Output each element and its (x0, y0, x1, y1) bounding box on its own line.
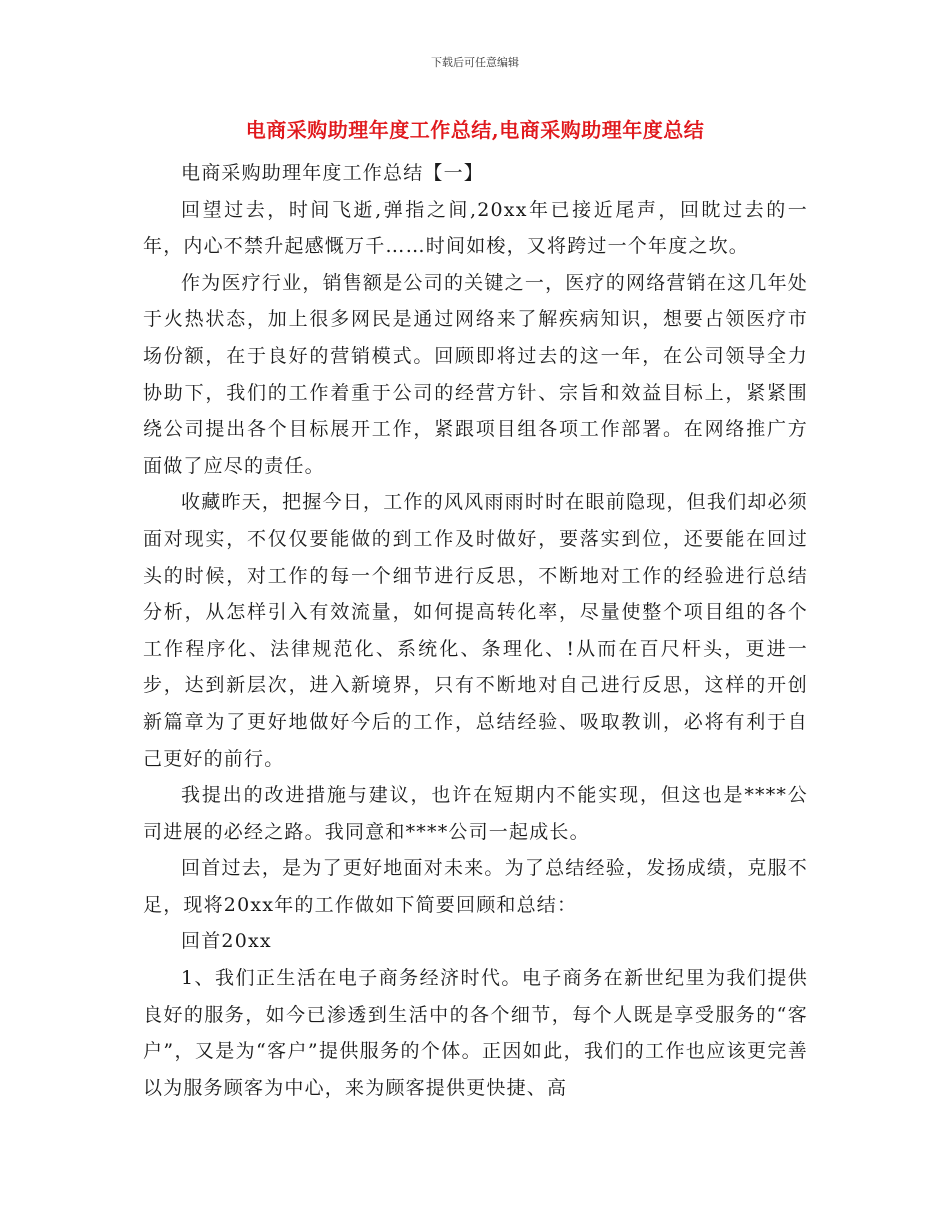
paragraph: 回望过去，时间飞逝,弹指之间,20xx年已接近尾声，回眈过去的一年，内心不禁升起感慨万千……时间如梭，又将跨过一个年度之坎。 (143, 198, 808, 258)
subheading: 回首20xx (181, 930, 272, 953)
paragraph: 作为医疗行业，销售额是公司的关键之一，医疗的网络营销在这几年处于火热状态，加上很多网民是通过网络来了解疾病知识，想要占领医疗市场份额，在于良好的营销模式。回顾即将过去的这一年，在公司领导全力协助下，我们的工作着重于公司的经营方针、宗旨和效益目标上，紧紧围绕公司提出各个目标展开工作，紧跟项目组各项工作部署。在网络推广方面做了应尽的责任。 (143, 271, 808, 477)
paragraph: 收藏昨天，把握今日，工作的风风雨雨时时在眼前隐现，但我们却必须面对现实，不仅仅要能做的到工作及时做好，要落实到位，还要能在回过头的时候，对工作的每一个细节进行反思，不断地对工作的经验进行总结分析，从怎样引入有效流量，如何提高转化率，尽量使整个项目组的各个工作程序化、法律规范化、系统化、条理化、!从而在百尺杆头，更进一步，达到新层次，进入新境界，只有不断地对自己进行反思，这样的开创新篇章为了更好地做好今后的工作，总结经验、吸取教训，必将有利于自己更好的前行。 (143, 491, 808, 770)
header-note: 下载后可任意编辑 (431, 56, 519, 69)
section-heading: 电商采购助理年度工作总结【一】 (181, 162, 485, 184)
paragraph: 我提出的改进措施与建议，也许在短期内不能实现，但这也是****公司进展的必经之路。我同意和****公司一起成长。 (143, 784, 808, 843)
paragraph: 1、我们正生活在电子商务经济时代。电子商务在新世纪里为我们提供良好的服务，如今已渗透到生活中的各个细节，每个人既是享受服务的“客户”，又是为“客户”提供服务的个体。正因如此，我们的工作也应该更完善以为服务顾客为中心，来为顾客提供更快捷、高 (143, 967, 808, 1099)
document-title: 电商采购助理年度工作总结,电商采购助理年度总结 (245, 118, 705, 142)
document-body (143, 155, 808, 1106)
paragraph: 回首过去，是为了更好地面对未来。为了总结经验，发扬成绩，克服不足，现将20xx年的工作做如下简要回顾和总结： (143, 857, 808, 916)
